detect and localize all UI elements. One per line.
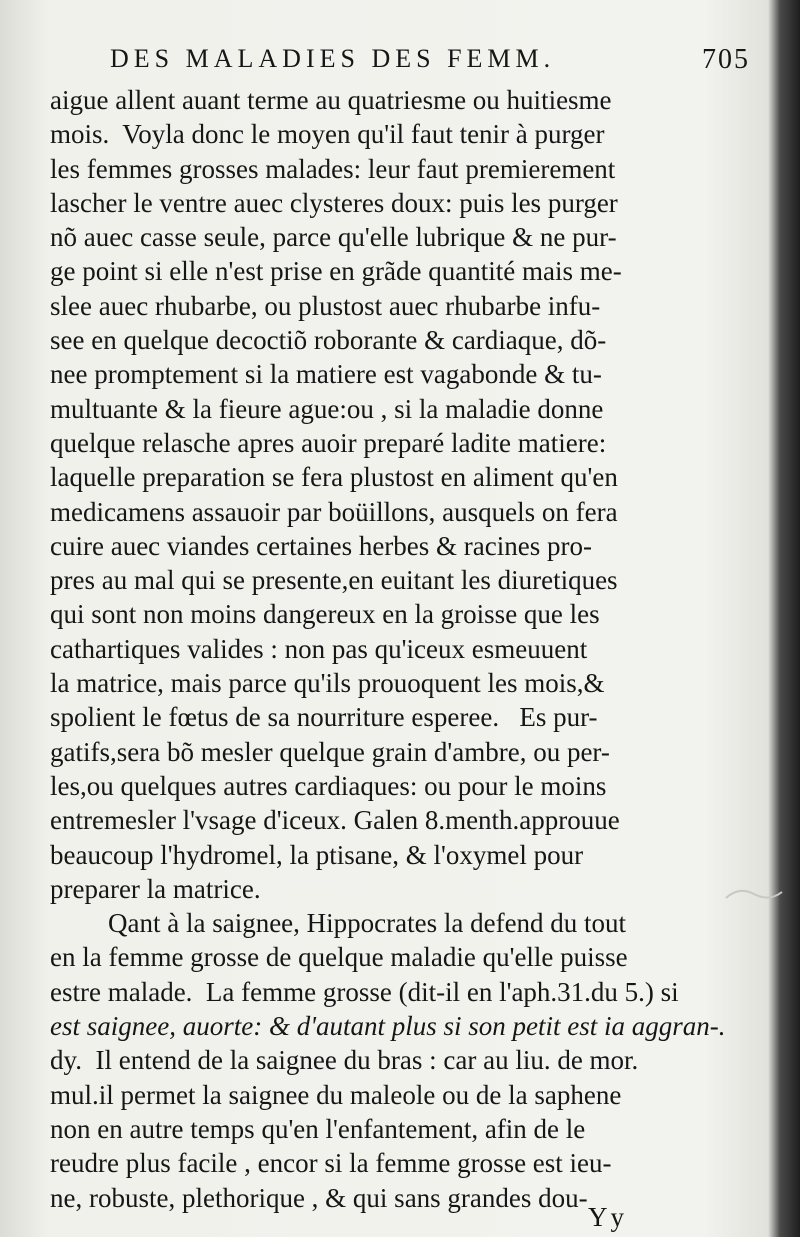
text-line: preparer la matrice.: [50, 873, 261, 904]
text-line: beaucoup l'hydromel, la ptisane, & l'oxymel pour: [50, 839, 584, 870]
text-line: mois. Voyla donc le moyen qu'il faut tenir à purger: [50, 119, 605, 150]
running-title: DES MALADIES DES FEMM.: [110, 44, 556, 73]
text-line: pres au mal qui se presente,en euitant les diuretiques: [50, 565, 618, 596]
text-line: cathartiques valides : non pas qu'iceux esmeuuent: [50, 633, 588, 664]
text-line: estre malade. La femme grosse (dit-il en l'aph.31.du 5.) si: [50, 976, 679, 1007]
text-line: laquelle preparation se fera plustost en aliment qu'en: [50, 462, 618, 493]
text-line: cuire auec viandes certaines herbes & racines pro-: [50, 530, 592, 561]
paragraph-2: [50, 906, 740, 1215]
text-line: ge point si elle n'est prise en grãde quantité mais me-: [50, 256, 622, 287]
text-line: nõ auec casse seule, parce qu'elle lubrique & ne pur-: [50, 222, 617, 253]
body-text: [50, 83, 740, 1215]
text-line: slee auec rhubarbe, ou plustost auec rhubarbe infu-: [50, 290, 601, 321]
text-line: lascher le ventre auec clysteres doux: puis les purger: [50, 187, 618, 218]
page-header: [110, 44, 750, 84]
bleed-through-smudge: [724, 880, 784, 910]
text-line: Qant à la saignee, Hippocrates la defend du tout: [108, 908, 627, 939]
text-line: spolient le fœtus de sa nourriture esperee. Es pur-: [50, 702, 598, 733]
text-line: gatifs,sera bõ mesler quelque grain d'ambre, ou per-: [50, 736, 610, 767]
paragraph-1: [50, 83, 740, 906]
text-line: les femmes grosses malades: leur faut premierement: [50, 153, 616, 184]
text-line: quelque relasche apres auoir preparé ladite matiere:: [50, 427, 607, 458]
text-line: nee promptement si la matiere est vagabonde & tu-: [50, 359, 602, 390]
text-line: non en autre temps qu'en l'enfantement, afin de le: [50, 1113, 586, 1144]
text-line: la matrice, mais parce qu'ils prouoquent les mois,&: [50, 668, 605, 699]
text-line: reudre plus facile , encor si la femme grosse est ieu-: [50, 1148, 612, 1179]
text-line: aigue allent auant terme au quatriesme ou huitiesme: [50, 85, 612, 115]
text-line: multuante & la fieure ague:ou , si la maladie donne: [50, 393, 604, 424]
text-line: les,ou quelques autres cardiaques: ou pour le moins: [50, 770, 607, 801]
text-line: entremesler l'vsage d'iceux. Galen 8.menth.approuue: [50, 805, 620, 836]
text-line: qui sont non moins dangereux en la groisse que les: [50, 599, 600, 630]
text-line: mul.il permet la saignee du maleole ou de la saphene: [50, 1079, 622, 1110]
text-line: ne, robuste, plethorique , & qui sans grandes dou-: [50, 1182, 588, 1213]
text-line: est saignee, auorte: & d'autant plus si son petit est ia aggran-.: [50, 1011, 726, 1042]
catchword: Yy: [588, 1202, 627, 1232]
text-line: dy. Il entend de la saignee du bras : car au liu. de mor.: [50, 1045, 639, 1076]
text-line: en la femme grosse de quelque maladie qu'elle puisse: [50, 942, 628, 973]
page-number: 705: [702, 44, 750, 75]
text-line: see en quelque decoctiõ roborante & cardiaque, dõ-: [50, 325, 607, 356]
text-line: medicamens assauoir par boüillons, ausquels on fera: [50, 496, 618, 527]
